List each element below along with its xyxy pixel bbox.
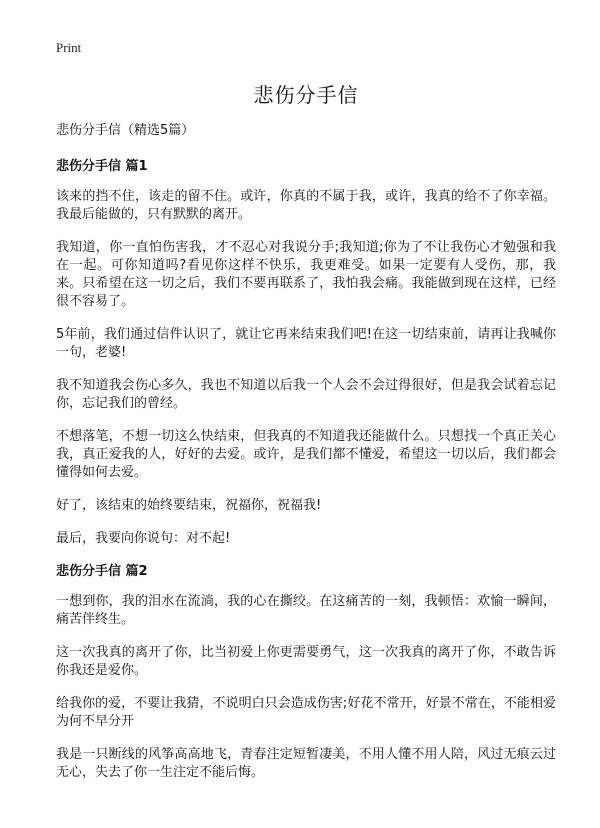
document-subtitle: 悲伤分手信（精选5篇） [56,123,195,138]
print-label: Print [56,40,82,55]
paragraph: 最后，我要向你说句：对不起! [56,531,231,546]
paragraph: 该来的挡不住，该走的留不住。或许，你真的不属于我，或许，我真的给不了你幸福。我最后能做的，只有默默的离开。 [56,189,556,222]
paragraph: 不想落笔，不想一切这么快结束，但我真的不知道我还能做什么。只想找一个真正关心我，真正爱我的人，好好的去爱。或许，是我们都不懂爱，希望这一切以后，我们都会懂得如何去爱。 [56,429,556,480]
document-page [56,40,556,797]
section-1 [56,158,556,548]
section-heading: 悲伤分手信 篇1 [56,159,148,174]
document-title: 悲伤分手信 [253,83,359,107]
paragraph: 5年前，我们通过信件认识了，就让它再来结束我们吧!在这一切结束前，请再让我喊你一句，老婆! [56,327,556,360]
paragraph: 我知道，你一直怕伤害我，才不忍心对我说分手;我知道;你为了不让我伤心才勉强和我在一起。可你知道吗?看见你这样不快乐，我更难受。如果一定要有人受伤，那，我来。只希望在这一切之后，我们不要再联系了，我怕我会痛。我能做到现在这样，已经很不容易了。 [56,240,556,309]
paragraph: 这一次我真的离开了你，比当初爱上你更需要勇气，这一次我真的离开了你，不敢告诉你我还是爱你。 [56,645,556,678]
section-2 [56,563,556,782]
paragraph: 我是一只断线的风筝高高地飞，青春注定短暂凄美，不用人懂不用人陪，风过无痕云过无心，失去了你一生注定不能后悔。 [56,747,556,780]
paragraph: 我不知道我会伤心多久，我也不知道以后我一个人会不会过得很好，但是我会试着忘记你，忘记我们的曾经。 [56,378,556,411]
paragraph: 好了，该结束的始终要结束，祝福你，祝福我! [56,498,322,513]
paragraph: 给我你的爱，不要让我猜，不说明白只会造成伤害;好花不常开，好景不常在，不能相爱为何不早分开 [56,696,556,729]
paragraph: 一想到你，我的泪水在流淌，我的心在撕绞。在这痛苦的一刻，我顿悟：欢愉一瞬间，痛苦伴终生。 [56,594,556,627]
section-heading: 悲伤分手信 篇2 [56,564,148,579]
